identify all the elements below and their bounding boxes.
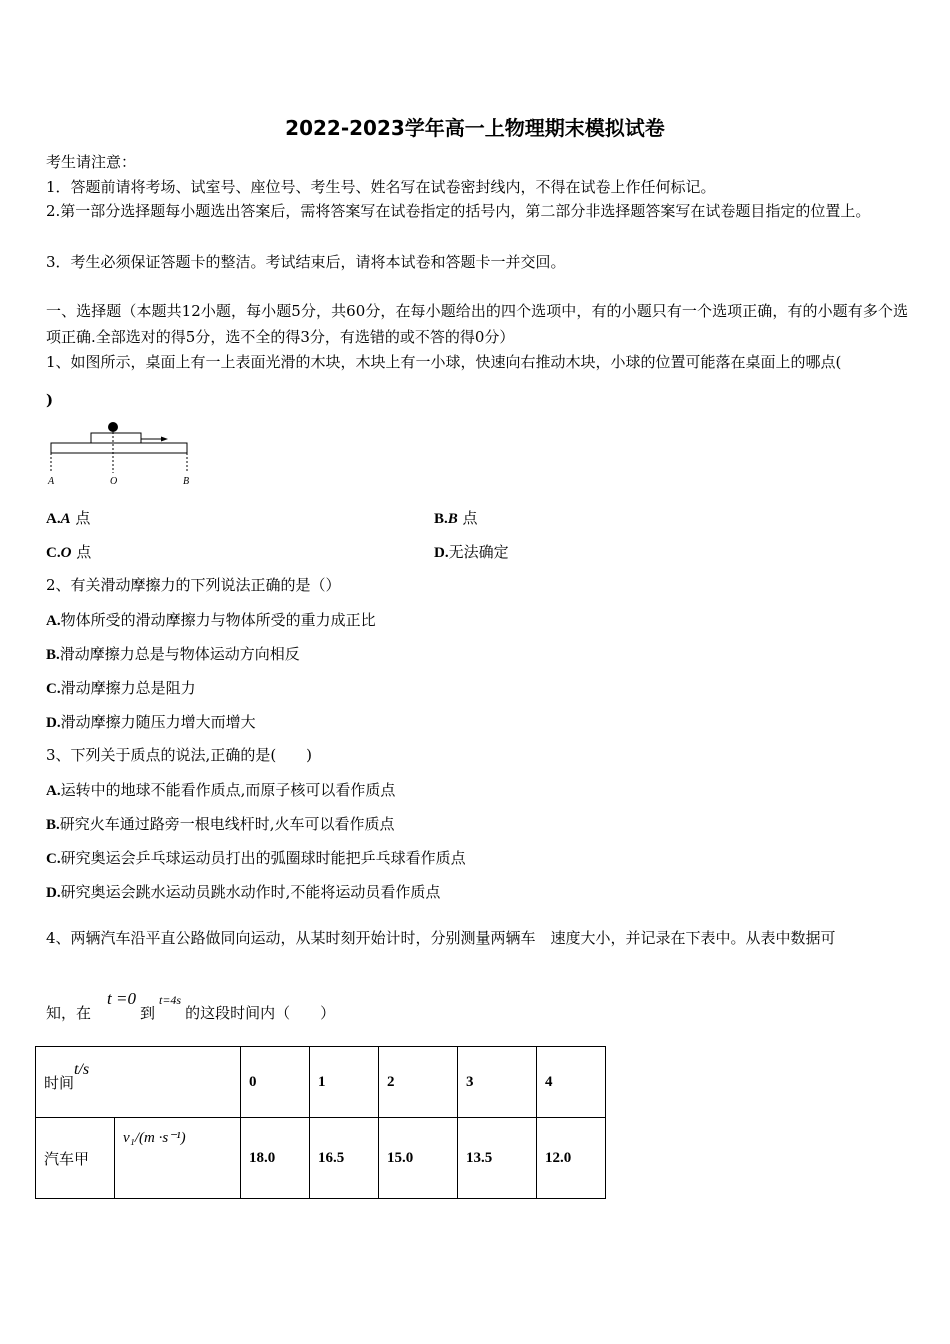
q1-option-d: D.无法确定 — [434, 543, 509, 561]
q1-stem-end: ) — [46, 391, 54, 409]
q1-option-c: C.O 点 — [46, 543, 92, 561]
table-row — [36, 1118, 606, 1199]
table-surface — [51, 443, 187, 453]
time-label: 时间 — [44, 1073, 75, 1092]
q4-t4: t=4s — [158, 993, 182, 1007]
notice-item-3: 3．考生必须保证答题卡的整洁。考试结束后，请将本试卷和答题卡一并交回。 — [46, 253, 566, 271]
label-o: O — [110, 476, 118, 487]
speed-cell-0: 18.0 — [241, 1118, 310, 1199]
page-title: 2022-2023学年高一上物理期末模拟试卷 — [285, 116, 665, 140]
q1-stem: 1、如图所示，桌面上有一上表面光滑的木块，木块上有一小球，快速向右推动木块，小球的位置可能落在桌面上的哪点( — [46, 353, 842, 371]
q2-option-c: C.滑动摩擦力总是阻力 — [46, 679, 196, 697]
q1-option-b: B.B 点 — [434, 509, 478, 527]
time-cell-4: 4 — [537, 1047, 606, 1118]
q2-option-a: A.物体所受的滑动摩擦力与物体所受的重力成正比 — [46, 611, 376, 629]
q1-figure — [46, 416, 196, 492]
wood-block — [91, 433, 141, 443]
label-b: B — [183, 476, 190, 487]
q3-option-d: D.研究奥运会跳水运动员跳水动作时,不能将运动员看作质点 — [46, 883, 441, 901]
speed-cell-1: 16.5 — [310, 1118, 379, 1199]
time-cell-1: 1 — [310, 1047, 379, 1118]
q4-stem: 4、两辆汽车沿平直公路做同向运动，从某时刻开始计时，分别测量两辆车 速度大小，并记录在下表中。从表中数据可 — [46, 929, 836, 947]
time-unit: t/s — [74, 1060, 90, 1078]
car-label-cell: 汽车甲 — [36, 1118, 115, 1199]
time-header-cell — [36, 1047, 241, 1118]
time-cell-2: 2 — [379, 1047, 458, 1118]
section-1-intro: 一、选择题（本题共12小题，每小题5分，共60分，在每小题给出的四个选项中，有的小题只有一个选项正确，有的小题有多个选项正确.全部选对的得5分，选不全的得3分，有选错的或不答的得0分） — [46, 302, 908, 346]
q4-t0: t =0 — [107, 989, 136, 1008]
q3-stem: 3、下列关于质点的说法,正确的是( ) — [46, 746, 313, 764]
q1-option-a: A.A 点 — [46, 509, 91, 527]
speed-cell-3: 13.5 — [458, 1118, 537, 1199]
time-cell-3: 3 — [458, 1047, 537, 1118]
q2-stem: 2、有关滑动摩擦力的下列说法正确的是（） — [46, 576, 341, 594]
notice-item-2: 2.第一部分选择题每小题选出答案后，需将答案写在试卷指定的括号内，第二部分非选择题答案写在试卷题目指定的位置上。 — [46, 202, 871, 220]
speed-cell-2: 15.0 — [379, 1118, 458, 1199]
q3-option-a: A.运转中的地球不能看作质点,而原子核可以看作质点 — [46, 781, 396, 799]
notice-heading: 考生请注意： — [46, 153, 137, 171]
table-row — [36, 1047, 606, 1118]
label-a: A — [48, 476, 55, 487]
speed-cell-4: 12.0 — [537, 1118, 606, 1199]
time-cell-0: 0 — [241, 1047, 310, 1118]
speed-unit-cell: v₁/(m ·s⁻¹) — [115, 1118, 241, 1199]
ball — [108, 422, 118, 432]
arrow-head-icon — [161, 437, 168, 442]
q4-stem-line2: 知，在t =0到t=4s的这段时间内（ ） — [46, 989, 336, 1022]
speed-table — [35, 1046, 606, 1199]
q3-option-c: C.研究奥运会乒乓球运动员打出的弧圈球时能把乒乓球看作质点 — [46, 849, 466, 867]
notice-item-1: 1．答题前请将考场、试室号、座位号、考生号、姓名写在试卷密封线内，不得在试卷上作任何标记。 — [46, 178, 716, 196]
q3-option-b: B.研究火车通过路旁一根电线杆时,火车可以看作质点 — [46, 815, 395, 833]
q2-option-d: D.滑动摩擦力随压力增大而增大 — [46, 713, 256, 731]
q2-option-b: B.滑动摩擦力总是与物体运动方向相反 — [46, 645, 300, 663]
